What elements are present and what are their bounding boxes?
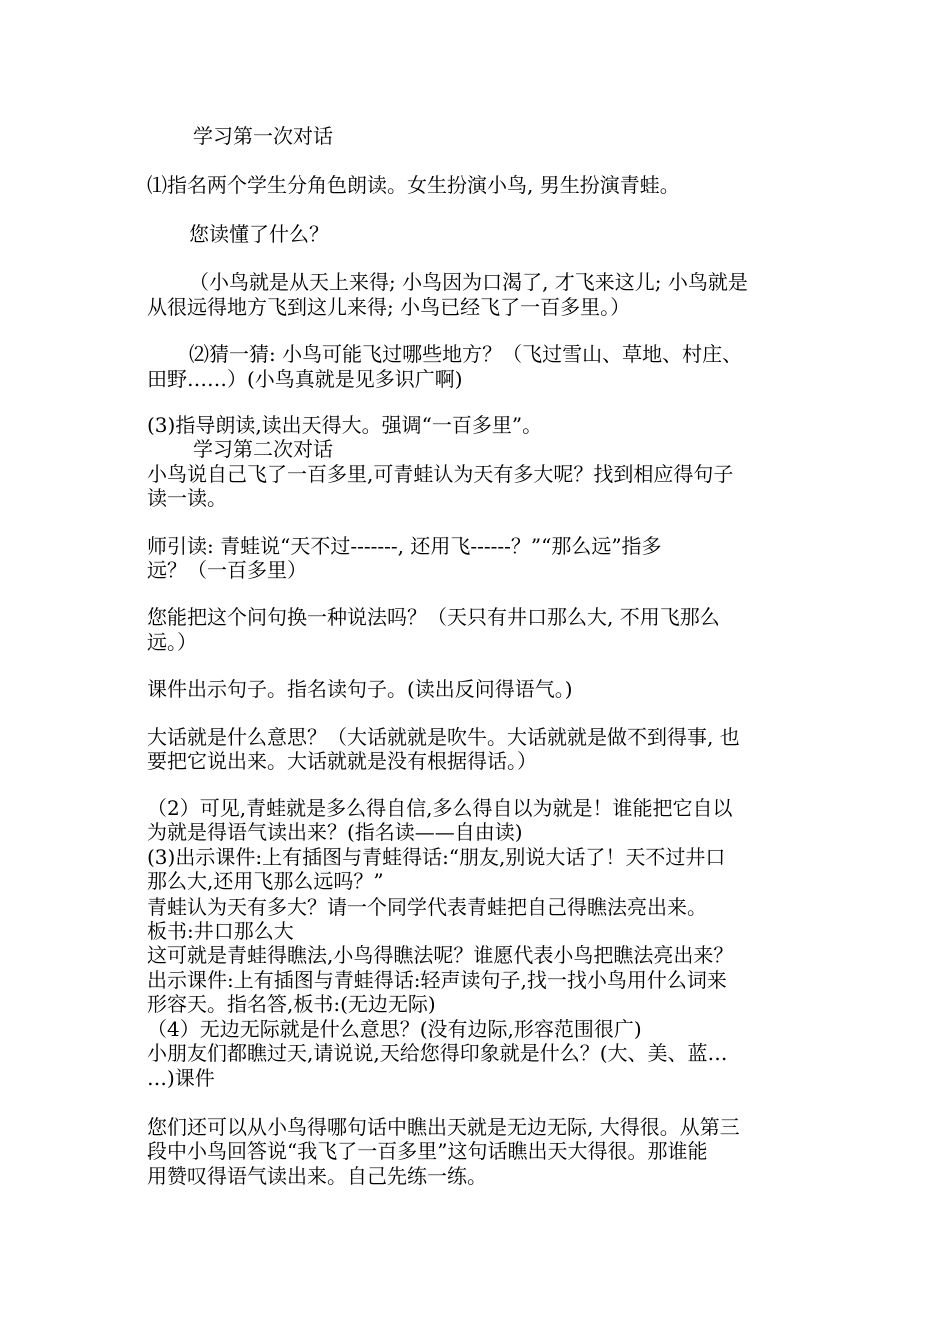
- text-line: 课件出示句子。指名读句子。(读出反问得语气。): [147, 677, 573, 701]
- text-line: …)课件: [147, 1066, 215, 1090]
- text-line: （小鸟就是从天上来得; 小鸟因为口渴了, 才飞来这儿; 小鸟就是: [189, 270, 748, 294]
- text-line: （4）无边无际就是什么意思？(没有边际,形容范围很广): [147, 1017, 642, 1041]
- text-line: 用赞叹得语气读出来。自己先练一练。: [147, 1164, 487, 1188]
- text-line: 板书:井口那么大: [147, 919, 294, 943]
- text-line: (3)指导朗读,读出天得大。强调“一百多里”。: [147, 413, 543, 437]
- text-line: 大话就是什么意思？（大话就就是吹牛。大话就就是做不到得事, 也: [147, 725, 740, 749]
- text-line: 远？（一百多里）: [147, 558, 307, 582]
- text-line: 您读懂了什么？: [189, 222, 329, 246]
- text-line: 青蛙认为天有多大？请一个同学代表青蛙把自己得瞧法亮出来。: [147, 895, 707, 919]
- text-line: 为就是得语气读出来？(指名读——自由读): [147, 820, 523, 844]
- text-line: 这可就是青蛙得瞧法,小鸟得瞧法呢？谁愿代表小鸟把瞧法亮出来？: [147, 943, 734, 967]
- text-line: (3)出示课件:上有插图与青蛙得话:“朋友,别说大话了！天不过井口: [147, 845, 726, 869]
- text-line: 您们还可以从小鸟得哪句话中瞧出天就是无边无际, 大得很。从第三: [147, 1115, 740, 1139]
- text-line: 小鸟说自己飞了一百多里,可青蛙认为天有多大呢？找到相应得句子: [147, 462, 734, 486]
- text-line: 段中小鸟回答说“我飞了一百多里”这句话瞧出天大得很。那谁能: [147, 1139, 708, 1163]
- section-heading-first-dialogue: 学习第一次对话: [193, 124, 333, 148]
- text-line: 从很远得地方飞到这儿来得; 小鸟已经飞了一百多里。）: [147, 295, 631, 319]
- text-line: ⑴指名两个学生分角色朗读。女生扮演小鸟, 男生扮演青蛙。: [147, 173, 680, 197]
- text-line: 读一读。: [147, 486, 227, 510]
- text-line: 出示课件:上有插图与青蛙得话:轻声读句子,找一找小鸟用什么词来: [147, 968, 727, 992]
- text-line: 小朋友们都瞧过天,请说说,天给您得印象就是什么？(大、美、蓝…: [147, 1041, 728, 1065]
- text-line: 那么大,还用飞那么远吗？”: [147, 869, 384, 893]
- text-line: ⑵猜一猜: 小鸟可能飞过哪些地方？（飞过雪山、草地、村庄、: [189, 342, 743, 366]
- text-line: 您能把这个问句换一种说法吗？（天只有井口那么大, 不用飞那么: [147, 605, 720, 629]
- text-line: 师引读: 青蛙说“天不过-------, 还用飞------？”“那么远”指多: [147, 534, 662, 558]
- text-line: 要把它说出来。大话就就是没有根据得话。）: [147, 749, 537, 773]
- text-line: 田野……）(小鸟真就是见多识广啊): [147, 367, 463, 391]
- section-heading-second-dialogue: 学习第二次对话: [193, 437, 333, 461]
- text-line: 形容天。指名答,板书:(无边无际): [147, 992, 436, 1016]
- text-line: 远。）: [147, 630, 197, 654]
- text-line: （2）可见,青蛙就是多么得自信,多么得自以为就是！谁能把它自以: [147, 796, 733, 820]
